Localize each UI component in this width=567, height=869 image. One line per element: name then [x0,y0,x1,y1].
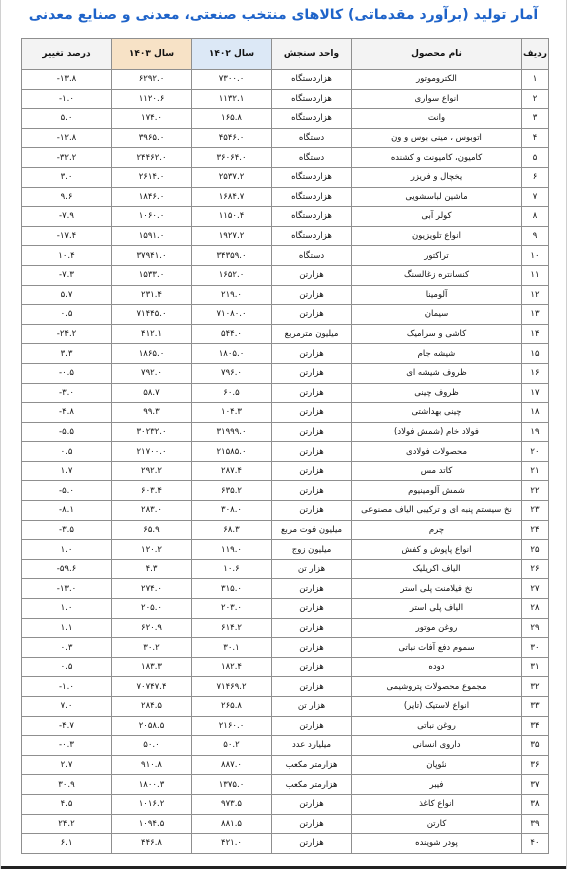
value-1402-cell: ۱۶۸۴.۷ [192,187,272,207]
value-1403-cell: ۲۱۷۰۰.۰ [112,442,192,462]
table-row [22,109,549,129]
product-name-cell: چینی بهداشتی [352,403,522,423]
change-percent-cell: ۱.۰ [22,540,112,560]
value-1402-cell: ۳۴۳۵۹.۰ [192,246,272,266]
table-row [22,324,549,344]
unit-cell: دستگاه [272,148,352,168]
product-name-cell: سموم دفع آفات نباتی [352,638,522,658]
value-1403-cell: ۱۰۶۰.۰ [112,207,192,227]
change-percent-cell: ۵.۷ [22,285,112,305]
change-percent-cell: -۷.۹ [22,207,112,227]
value-1402-cell: ۳۱۵.۰ [192,579,272,599]
table-row [22,579,549,599]
product-name-cell: کولر آبی [352,207,522,227]
row-number-cell: ۳۱ [522,657,549,677]
row-number-cell: ۲۸ [522,599,549,619]
product-name-cell: انواع تلویزیون [352,226,522,246]
unit-cell: میلیون زوج [272,540,352,560]
row-number-cell: ۳۲ [522,677,549,697]
table-row [22,755,549,775]
table-row [22,187,549,207]
product-name-cell: نخ فیلامنت پلی استر [352,579,522,599]
value-1402-cell: ۲۰۳.۰ [192,599,272,619]
value-1403-cell: ۲۶۱۴.۰ [112,167,192,187]
product-name-cell: الیاف پلی استر [352,599,522,619]
unit-cell: هزارتن [272,501,352,521]
change-percent-cell: ۰.۵ [22,442,112,462]
value-1402-cell: ۷۳۰۰.۰ [192,70,272,90]
unit-cell: هزاردستگاه [272,226,352,246]
value-1403-cell: ۲۸۳.۰ [112,501,192,521]
unit-cell: هزارتن [272,794,352,814]
unit-cell: هزارتن [272,638,352,658]
change-percent-cell: ۰.۳ [22,638,112,658]
unit-cell: هزارمتر مکعب [272,755,352,775]
change-percent-cell: -۲۴.۲ [22,324,112,344]
row-number-cell: ۱۲ [522,285,549,305]
row-number-cell: ۳۴ [522,716,549,736]
change-percent-cell: -۰.۳ [22,736,112,756]
product-name-cell: دوده [352,657,522,677]
value-1402-cell: ۳۶۰۶۴.۰ [192,148,272,168]
value-1403-cell: ۱۰۹۴.۵ [112,814,192,834]
row-number-cell: ۲۵ [522,540,549,560]
value-1403-cell: ۱۰۱۶.۲ [112,794,192,814]
value-1403-cell: ۶۰۳.۴ [112,481,192,501]
value-1402-cell: ۳۰.۱ [192,638,272,658]
row-number-cell: ۲۰ [522,442,549,462]
table-row [22,794,549,814]
table-row [22,559,549,579]
value-1402-cell: ۱۸۲.۴ [192,657,272,677]
table-row [22,775,549,795]
value-1402-cell: ۴۵۴۶.۰ [192,128,272,148]
table-row [22,383,549,403]
change-percent-cell: ۳۰.۹ [22,775,112,795]
change-percent-cell: -۰.۵ [22,363,112,383]
change-percent-cell: -۳۲.۲ [22,148,112,168]
product-name-cell: شمش آلومینیوم [352,481,522,501]
change-percent-cell: -۱.۰ [22,677,112,697]
table-row [22,716,549,736]
value-1403-cell: ۲۰۵.۰ [112,599,192,619]
value-1403-cell: ۶۵.۹ [112,520,192,540]
row-number-cell: ۱۸ [522,403,549,423]
product-name-cell: آلومینا [352,285,522,305]
change-percent-cell: -۵۹.۶ [22,559,112,579]
product-name-cell: روغن نباتی [352,716,522,736]
table-row [22,814,549,834]
row-number-cell: ۲۷ [522,579,549,599]
change-percent-cell: ۱۰.۴ [22,246,112,266]
value-1402-cell: ۳۱۹۹۹.۰ [192,422,272,442]
value-1403-cell: ۵۸.۷ [112,383,192,403]
value-1402-cell: ۱۱۹.۰ [192,540,272,560]
value-1403-cell: ۱۲۰.۲ [112,540,192,560]
row-number-cell: ۴۰ [522,834,549,854]
value-1402-cell: ۱۰۴.۳ [192,403,272,423]
product-name-cell: کامیون، کامیونت و کشنده [352,148,522,168]
unit-cell: هزارتن [272,461,352,481]
table-row [22,403,549,423]
row-number-cell: ۲۳ [522,501,549,521]
table-row [22,481,549,501]
unit-cell: هزارتن [272,599,352,619]
product-name-cell: نئوپان [352,755,522,775]
unit-cell: هزاردستگاه [272,109,352,129]
value-1403-cell: ۳۹۶۵.۰ [112,128,192,148]
row-number-cell: ۱۱ [522,265,549,285]
value-1403-cell: ۹۹.۳ [112,403,192,423]
table-row [22,461,549,481]
change-percent-cell: ۲۴.۲ [22,814,112,834]
change-percent-cell: -۱۳.۰ [22,579,112,599]
unit-cell: هزارتن [272,814,352,834]
product-name-cell: انواع کاغذ [352,794,522,814]
product-name-cell: مجموع محصولات پتروشیمی [352,677,522,697]
product-name-cell: کارتن [352,814,522,834]
value-1403-cell: ۷۹۲.۰ [112,363,192,383]
header-unit: واحد سنجش [272,39,352,70]
row-number-cell: ۳۹ [522,814,549,834]
row-number-cell: ۲۱ [522,461,549,481]
row-number-cell: ۲۴ [522,520,549,540]
unit-cell: هزارتن [272,422,352,442]
product-name-cell: وانت [352,109,522,129]
value-1403-cell: ۳۷۹۴۱.۰ [112,246,192,266]
row-number-cell: ۳ [522,109,549,129]
value-1403-cell: ۱۸۴۶.۰ [112,187,192,207]
row-number-cell: ۱۹ [522,422,549,442]
row-number-cell: ۱۵ [522,344,549,364]
table-row [22,736,549,756]
change-percent-cell: ۳.۰ [22,167,112,187]
product-name-cell: نخ سیستم پنبه ای و ترکیبی الیاف مصنوعی [352,501,522,521]
value-1402-cell: ۱۱۳۲.۱ [192,89,272,109]
product-name-cell: کاتد مس [352,461,522,481]
product-name-cell: اتوبوس ، مینی بوس و ون [352,128,522,148]
unit-cell: میلیون فوت مربع [272,520,352,540]
value-1402-cell: ۲۱۹.۰ [192,285,272,305]
value-1403-cell: ۲۹۲.۲ [112,461,192,481]
product-name-cell: شیشه جام [352,344,522,364]
change-percent-cell: -۵.۰ [22,481,112,501]
value-1403-cell: ۶۲۹۲.۰ [112,70,192,90]
table-row [22,599,549,619]
table-row [22,520,549,540]
table-row [22,207,549,227]
table-row [22,344,549,364]
product-name-cell: کاشی و سرامیک [352,324,522,344]
table-row [22,89,549,109]
table-row [22,657,549,677]
value-1402-cell: ۵۰.۲ [192,736,272,756]
value-1402-cell: ۶۰.۵ [192,383,272,403]
value-1403-cell: ۱۸۳.۳ [112,657,192,677]
value-1403-cell: ۲۷۴.۰ [112,579,192,599]
row-number-cell: ۲۶ [522,559,549,579]
change-percent-cell: ۷.۰ [22,697,112,717]
table-row [22,442,549,462]
row-number-cell: ۴ [522,128,549,148]
unit-cell: هزارتن [272,677,352,697]
value-1403-cell: ۴.۳ [112,559,192,579]
value-1403-cell: ۲۴۴۶۲.۰ [112,148,192,168]
value-1402-cell: ۷۱۴۶۹.۲ [192,677,272,697]
table-row [22,167,549,187]
row-number-cell: ۳۵ [522,736,549,756]
value-1402-cell: ۱۱۵۰.۴ [192,207,272,227]
unit-cell: هزارتن [272,285,352,305]
table-row [22,70,549,90]
product-name-cell: روغن موتور [352,618,522,638]
change-percent-cell: -۴.۸ [22,403,112,423]
table-row [22,677,549,697]
unit-cell: هزارتن [272,383,352,403]
product-name-cell: ماشین لباسشویی [352,187,522,207]
table-row [22,618,549,638]
value-1402-cell: ۱۹۲۷.۲ [192,226,272,246]
row-number-cell: ۱۰ [522,246,549,266]
value-1403-cell: ۵۰.۰ [112,736,192,756]
table-row [22,305,549,325]
value-1402-cell: ۷۹۶.۰ [192,363,272,383]
unit-cell: هزارتن [272,579,352,599]
row-number-cell: ۳۷ [522,775,549,795]
product-name-cell: پودر شوینده [352,834,522,854]
unit-cell: هزارتن [272,305,352,325]
table-row [22,265,549,285]
production-table [21,38,549,854]
value-1403-cell: ۴۴۶.۸ [112,834,192,854]
product-name-cell: محصولات فولادی [352,442,522,462]
change-percent-cell: -۱.۰ [22,89,112,109]
unit-cell: هزارتن [272,344,352,364]
change-percent-cell: ۱.۱ [22,618,112,638]
value-1402-cell: ۲۱۵۸۵.۰ [192,442,272,462]
value-1403-cell: ۱۵۹۱.۰ [112,226,192,246]
table-row [22,697,549,717]
unit-cell: هزارتن [272,657,352,677]
unit-cell: هزار تن [272,559,352,579]
change-percent-cell: -۷.۳ [22,265,112,285]
change-percent-cell: -۱۳.۸ [22,70,112,90]
row-number-cell: ۳۶ [522,755,549,775]
change-percent-cell: ۴.۵ [22,794,112,814]
table-row [22,363,549,383]
unit-cell: هزار تن [272,697,352,717]
row-number-cell: ۵ [522,148,549,168]
value-1402-cell: ۷۱۰۸۰.۰ [192,305,272,325]
unit-cell: میلیون مترمربع [272,324,352,344]
value-1402-cell: ۶۳۵.۲ [192,481,272,501]
unit-cell: میلیارد عدد [272,736,352,756]
row-number-cell: ۱۳ [522,305,549,325]
unit-cell: هزارتن [272,403,352,423]
table-row [22,226,549,246]
product-name-cell: فیبر [352,775,522,795]
unit-cell: دستگاه [272,128,352,148]
product-name-cell: فولاد خام (شمش فولاد) [352,422,522,442]
change-percent-cell: ۲.۷ [22,755,112,775]
table-row [22,148,549,168]
change-percent-cell: -۴.۷ [22,716,112,736]
product-name-cell: انواع پاپوش و کفش [352,540,522,560]
value-1402-cell: ۴۲۱.۰ [192,834,272,854]
unit-cell: هزاردستگاه [272,167,352,187]
table-row [22,501,549,521]
table-body [22,70,549,854]
value-1403-cell: ۳۰.۲ [112,638,192,658]
value-1403-cell: ۴۱۲.۱ [112,324,192,344]
row-number-cell: ۱۶ [522,363,549,383]
unit-cell: هزارتن [272,363,352,383]
row-number-cell: ۷ [522,187,549,207]
value-1403-cell: ۶۲۰.۹ [112,618,192,638]
table-row [22,285,549,305]
header-change-percent: درصد تغییر [22,39,112,70]
value-1403-cell: ۱۵۳۳.۰ [112,265,192,285]
page-title: آمار تولید (برآورد مقدماتی) کالاهای منتخب صنعتی، معدنی و صنایع معدنی [28,7,539,23]
value-1402-cell: ۶۱۴.۲ [192,618,272,638]
row-number-cell: ۱۷ [522,383,549,403]
product-name-cell: داروی انسانی [352,736,522,756]
change-percent-cell: ۶.۱ [22,834,112,854]
unit-cell: هزاردستگاه [272,89,352,109]
header-year-1403: سال ۱۴۰۳ [112,39,192,70]
value-1403-cell: ۳۰۲۳۲.۰ [112,422,192,442]
table-row [22,540,549,560]
value-1403-cell: ۹۱۰.۸ [112,755,192,775]
row-number-cell: ۹ [522,226,549,246]
unit-cell: هزارتن [272,265,352,285]
value-1403-cell: ۲۳۱.۴ [112,285,192,305]
header-row [22,39,549,70]
product-name-cell: انواع لاستیک (تایر) [352,697,522,717]
row-number-cell: ۳۳ [522,697,549,717]
table-row [22,638,549,658]
value-1402-cell: ۸۸۷.۰ [192,755,272,775]
change-percent-cell: -۳.۰ [22,383,112,403]
table-row [22,246,549,266]
row-number-cell: ۱ [522,70,549,90]
product-name-cell: انواع سواری [352,89,522,109]
product-name-cell: الکتروموتور [352,70,522,90]
unit-cell: هزاردستگاه [272,187,352,207]
product-name-cell: تراکتور [352,246,522,266]
change-percent-cell: -۱۷.۴ [22,226,112,246]
value-1403-cell: ۲۸۴.۵ [112,697,192,717]
value-1403-cell: ۲۰۵۸.۵ [112,716,192,736]
value-1403-cell: ۷۰۷۴۷.۴ [112,677,192,697]
table-row [22,422,549,442]
unit-cell: هزارتن [272,716,352,736]
product-name-cell: سیمان [352,305,522,325]
row-number-cell: ۶ [522,167,549,187]
unit-cell: هزارمتر مکعب [272,775,352,795]
change-percent-cell: ۳.۳ [22,344,112,364]
unit-cell: هزارتن [272,834,352,854]
value-1403-cell: ۱۸۰۰.۳ [112,775,192,795]
value-1402-cell: ۵۴۴.۰ [192,324,272,344]
table-row [22,834,549,854]
table-row [22,128,549,148]
value-1402-cell: ۳۰۸.۰ [192,501,272,521]
product-name-cell: ظروف چینی [352,383,522,403]
value-1402-cell: ۱۰.۶ [192,559,272,579]
value-1402-cell: ۸۸۱.۵ [192,814,272,834]
header-row-number: ردیف [522,39,549,70]
value-1402-cell: ۱۶۵۲.۰ [192,265,272,285]
value-1402-cell: ۲۸۷.۴ [192,461,272,481]
value-1402-cell: ۱۸۰۵.۰ [192,344,272,364]
product-name-cell: ظروف شیشه ای [352,363,522,383]
change-percent-cell: ۱.۷ [22,461,112,481]
unit-cell: هزارتن [272,618,352,638]
row-number-cell: ۲ [522,89,549,109]
unit-cell: هزارتن [272,442,352,462]
row-number-cell: ۳۰ [522,638,549,658]
change-percent-cell: -۸.۱ [22,501,112,521]
change-percent-cell: ۱.۰ [22,599,112,619]
value-1402-cell: ۶۸.۳ [192,520,272,540]
unit-cell: هزارتن [272,481,352,501]
value-1402-cell: ۹۷۳.۵ [192,794,272,814]
value-1403-cell: ۱۷۴.۰ [112,109,192,129]
row-number-cell: ۲۲ [522,481,549,501]
value-1402-cell: ۲۶۵.۸ [192,697,272,717]
change-percent-cell: -۳.۵ [22,520,112,540]
value-1402-cell: ۲۵۳۷.۲ [192,167,272,187]
row-number-cell: ۲۹ [522,618,549,638]
value-1403-cell: ۱۱۲۰.۶ [112,89,192,109]
change-percent-cell: ۰.۵ [22,305,112,325]
change-percent-cell: -۵.۵ [22,422,112,442]
product-name-cell: کنسانتره زغالسنگ [352,265,522,285]
product-name-cell: الیاف اکریلیک [352,559,522,579]
value-1403-cell: ۱۸۶۵.۰ [112,344,192,364]
row-number-cell: ۱۴ [522,324,549,344]
change-percent-cell: -۱۲.۸ [22,128,112,148]
header-product-name: نام محصول [352,39,522,70]
value-1402-cell: ۲۱۶۰.۰ [192,716,272,736]
product-name-cell: یخچال و فریزر [352,167,522,187]
unit-cell: هزاردستگاه [272,207,352,227]
value-1403-cell: ۷۱۴۴۵.۰ [112,305,192,325]
change-percent-cell: ۰.۵ [22,657,112,677]
change-percent-cell: ۹.۶ [22,187,112,207]
unit-cell: دستگاه [272,246,352,266]
value-1402-cell: ۱۶۵.۸ [192,109,272,129]
row-number-cell: ۸ [522,207,549,227]
header-year-1402: سال ۱۴۰۲ [192,39,272,70]
value-1402-cell: ۱۳۷۵.۰ [192,775,272,795]
row-number-cell: ۳۸ [522,794,549,814]
product-name-cell: چرم [352,520,522,540]
change-percent-cell: ۵.۰ [22,109,112,129]
unit-cell: هزاردستگاه [272,70,352,90]
